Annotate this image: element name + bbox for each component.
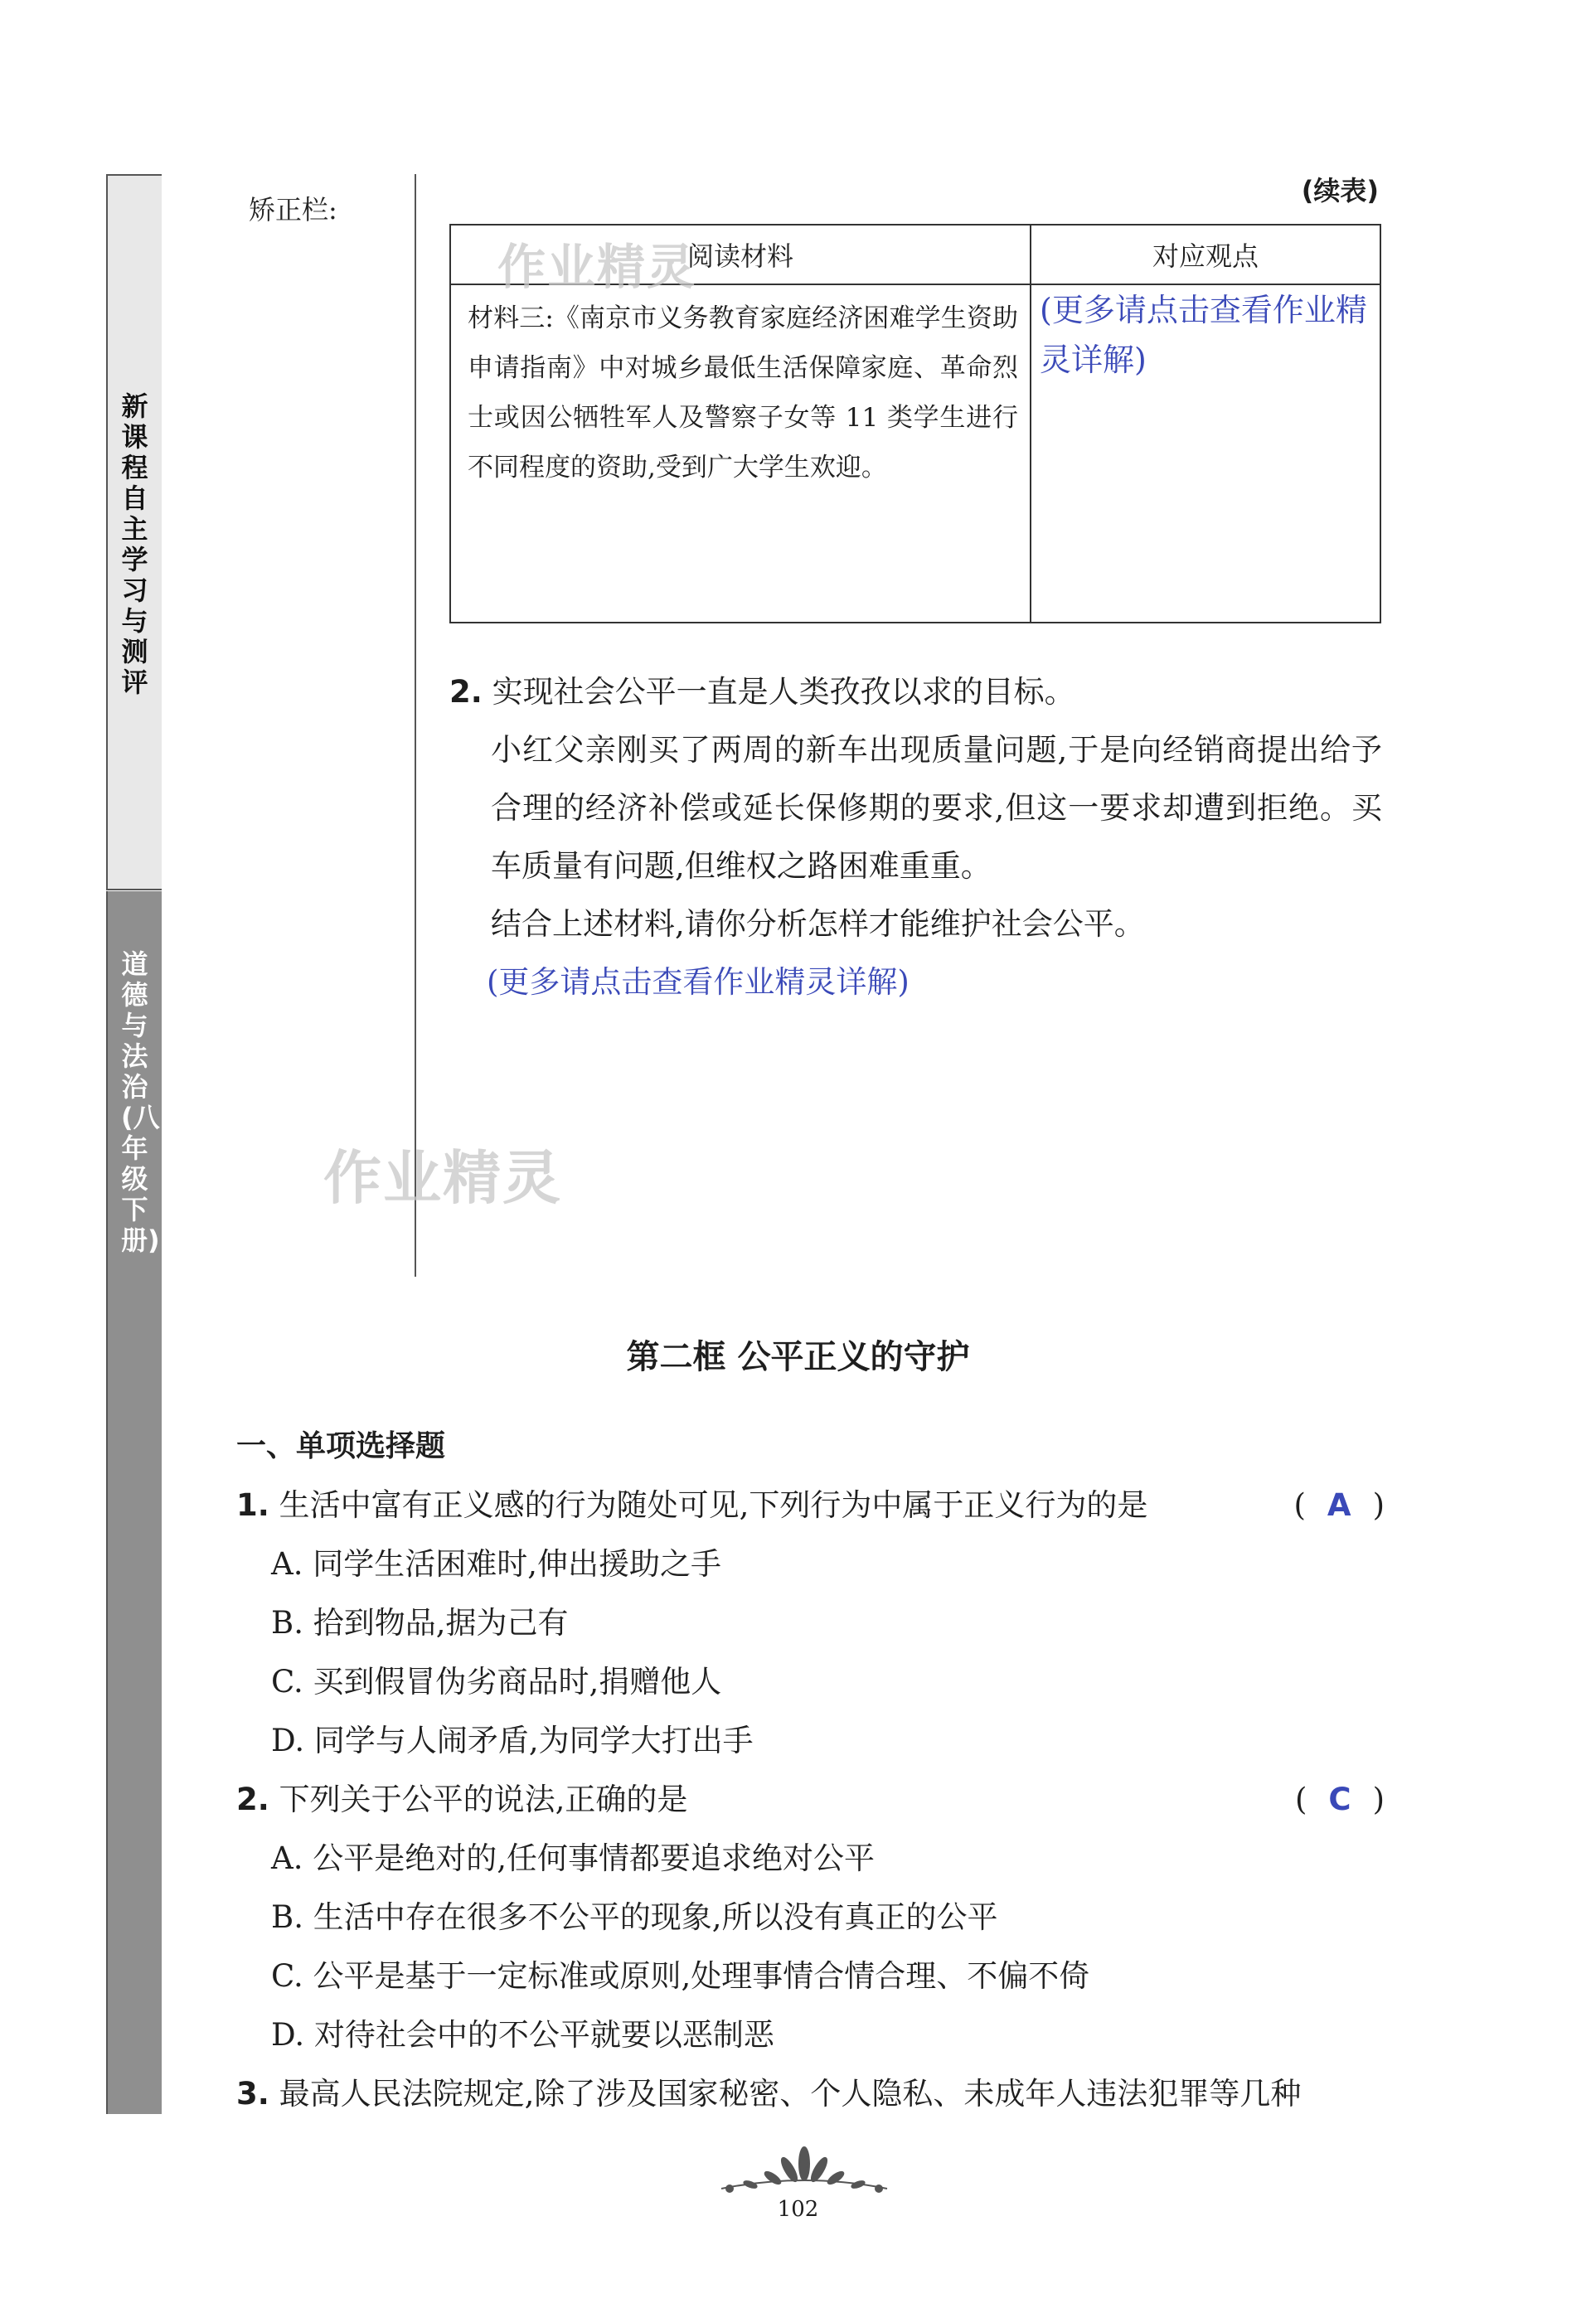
correction-column-divider: [415, 174, 416, 1277]
mc-question-3-number: 3.: [236, 2076, 269, 2112]
table-header-viewpoint: 对应观点: [1031, 225, 1380, 284]
bracket-open: (: [1293, 1487, 1306, 1523]
mc-question-2-number: 2.: [236, 1782, 269, 1817]
mc-question-3: [236, 2064, 1385, 2123]
mc-question-1-text: 生活中富有正义感的行为随处可见,下列行为中属于正义行为的是: [279, 1487, 1148, 1523]
mc-question-2: [236, 1770, 1385, 1829]
material-three-cell: 材料三:《南京市义务教育家庭经济困难学生资助申请指南》中对城乡最低生活保障家庭、革命烈士或因公牺牲军人及警察子女等 11 类学生进行不同程度的资助,受到广大学生欢迎。: [450, 284, 1031, 623]
mc-question-1-number: 1.: [236, 1487, 269, 1523]
question-2-ask: 结合上述材料,请你分析怎样才能维护社会公平。: [491, 906, 1145, 942]
table-header-material: 阅读材料: [450, 225, 1031, 284]
bracket-close: ): [1372, 1782, 1385, 1817]
sidebar-subject-tab: [106, 891, 162, 2114]
watermark-top: 作业精灵: [497, 239, 697, 295]
mc-question-2-answer: C: [1328, 1782, 1351, 1817]
mc-question-3-text: 最高人民法院规定,除了涉及国家秘密、个人隐私、未成年人违法犯罪等几种: [279, 2076, 1302, 2112]
mc-question-1-option-a: A. 同学生活困难时,伸出援助之手: [271, 1546, 722, 1582]
question-2-block: [449, 663, 1382, 1011]
mc-question-2-text: 下列关于公平的说法,正确的是: [279, 1782, 688, 1817]
page-number: 102: [777, 2197, 819, 2222]
question-2-prompt: 实现社会公平一直是人类孜孜以求的目标。: [492, 674, 1075, 710]
question-2-answer-link[interactable]: (更多请点击查看作业精灵详解): [487, 964, 910, 1000]
sidebar-subject-title: 道德与法治(八年级下册): [121, 948, 160, 1256]
section-title: 第二框 公平正义的守护: [626, 1338, 970, 1376]
mc-question-2-option-a: A. 公平是绝对的,任何事情都要追求绝对公平: [271, 1840, 876, 1876]
question-2-scenario: 小红父亲刚买了两周的新车出现质量问题,于是向经销商提出给予合理的经济补偿或延长保修期的要求,但这一要求却遭到拒绝。买车质量有问题,但维权之路困难重重。: [491, 732, 1382, 884]
bracket-close: ): [1372, 1487, 1385, 1523]
correction-column-label: 矫正栏:: [249, 194, 337, 225]
mc-question-2-option-c: C. 公平是基于一定标准或原则,处理事情合情合理、不偏不倚: [271, 1958, 1090, 1994]
multiple-choice-heading: 一、单项选择题: [236, 1429, 446, 1463]
table-row: [450, 284, 1380, 623]
mc-question-2-answer-bracket: [1295, 1770, 1385, 1829]
mc-question-1-answer-bracket: [1293, 1476, 1385, 1535]
watermark-middle: 作业精灵: [323, 1144, 562, 1212]
bracket-open: (: [1294, 1782, 1307, 1817]
multiple-choice-section: [236, 1418, 1385, 2123]
mc-question-1-option-b: B. 拾到物品,据为己有: [271, 1605, 569, 1641]
mc-question-1-option-c: C. 买到假冒伪劣商品时,捐赠他人: [271, 1664, 722, 1700]
sidebar-book-title-tab: [106, 174, 162, 890]
mc-question-1: [236, 1476, 1385, 1535]
question-2-number: 2.: [449, 674, 483, 710]
sidebar-book-title: 新课程自主学习与测评: [121, 390, 148, 698]
viewpoint-answer-link[interactable]: (更多请点击查看作业精灵详解): [1031, 284, 1380, 623]
mc-question-1-answer: A: [1327, 1487, 1351, 1523]
footer-leaf-ornament-icon: [713, 2143, 895, 2201]
table-continued-label: (续表): [1301, 175, 1379, 206]
mc-question-2-option-d: D. 对待社会中的不公平就要以恶制恶: [271, 2017, 774, 2053]
mc-question-2-option-b: B. 生活中存在很多不公平的现象,所以没有真正的公平: [271, 1899, 998, 1935]
mc-question-1-option-d: D. 同学与人闹矛盾,为同学大打出手: [271, 1723, 754, 1758]
